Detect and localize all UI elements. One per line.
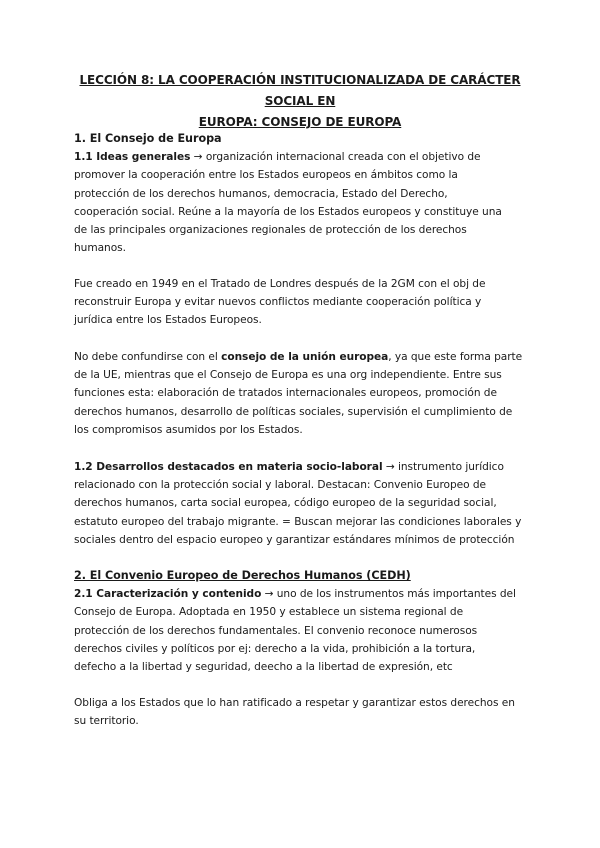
section-2-1-label: 2.1 Caracterización y contenido: [74, 588, 262, 601]
section-1-2: [74, 458, 534, 549]
page-title: [66, 70, 534, 133]
text-line: reconstruir Europa y evitar nuevos conflictos mediante cooperación política y: [74, 296, 482, 309]
text-line: derechos civiles y políticos por ej: derecho a la vida, prohibición a la tortura,: [74, 642, 476, 655]
paragraph-distinction: [74, 348, 534, 439]
bold-term: consejo de la unión europea: [221, 351, 389, 363]
text-line: humanos.: [74, 242, 126, 255]
arrow: →: [261, 588, 277, 601]
text-line: [74, 585, 534, 603]
section-1-1-paragraph: [74, 148, 534, 257]
section-2: [74, 567, 534, 676]
text-fragment: uno de los instrumentos más importantes del: [276, 588, 516, 601]
section-1: [74, 130, 534, 257]
text-line: derechos humanos, desarrollo de políticas sociales, supervisión el cumplimiento de: [74, 405, 513, 418]
text-line: cooperación social. Reúne a la mayoría de los Estados europeos y constituye una: [74, 205, 502, 218]
text-line: derechos humanos, carta social europea, código europeo de la seguridad social,: [74, 497, 497, 510]
text-line: jurídica entre los Estados Europeos.: [74, 314, 262, 327]
text-line: protección de los derechos fundamentales. El convenio reconoce numerosos: [74, 624, 478, 637]
text-line: [74, 348, 534, 366]
text-line: su territorio.: [74, 715, 139, 728]
text-line: [74, 458, 534, 476]
section-1-2-label: 1.2 Desarrollos destacados en materia socio-laboral: [74, 461, 383, 473]
text-fragment: , ya que este forma parte: [388, 351, 523, 363]
section-2-heading: 2. El Convenio Europeo de Derechos Humanos (CEDH): [74, 569, 411, 582]
arrow: →: [382, 461, 398, 473]
text-fragment: No debe confundirse con el: [74, 351, 222, 363]
paragraph-obligation: [74, 694, 534, 730]
arrow: →: [190, 151, 206, 164]
text-line: de la UE, mientras que el Consejo de Europa es una org independiente. Entre sus: [74, 369, 502, 382]
section-1-heading: 1. El Consejo de Europa: [74, 132, 222, 145]
text-line: los compromisos asumidos por los Estados.: [74, 423, 303, 436]
text-line: protección de los derechos humanos, democracia, Estado del Derecho,: [74, 187, 448, 200]
text-line: Fue creado en 1949 en el Tratado de Londres después de la 2GM con el obj de: [74, 278, 486, 290]
text-line: Consejo de Europa. Adoptada en 1950 y establece un sistema regional de: [74, 606, 464, 619]
paragraph-creation: [74, 275, 534, 330]
text-line: defecho a la libertad y seguridad, deecho a la libertad de expresión, etc: [74, 661, 453, 674]
text-fragment: instrumento jurídico: [398, 461, 504, 473]
text-line: organización internacional creada con el objetivo de: [205, 151, 481, 164]
text-line: promover la cooperación entre los Estados europeos en ámbitos como la: [74, 169, 458, 182]
text-line: sociales dentro del espacio europeo y garantizar estándares mínimos de protección: [74, 533, 515, 546]
text-line: Obliga a los Estados que lo han ratificado a respetar y garantizar estos derechos en: [74, 697, 515, 709]
title-line-2: EUROPA: CONSEJO DE EUROPA: [198, 115, 402, 129]
text-line: estatuto europeo del trabajo migrante. = Buscan mejorar las condiciones laborales y: [74, 515, 522, 528]
text-line: de las principales organizaciones regionales de protección de los derechos: [74, 224, 467, 237]
section-1-1-label: 1.1 Ideas generales: [74, 151, 191, 164]
title-line-1: LECCIÓN 8: LA COOPERACIÓN INSTITUCIONALIZADA DE CARÁCTER SOCIAL EN: [79, 73, 521, 108]
text-line: funciones esta: elaboración de tratados internacionales europeos, promoción de: [74, 387, 497, 400]
text-line: relacionado con la protección social y laboral. Destacan: Convenio Europeo de: [74, 479, 487, 492]
